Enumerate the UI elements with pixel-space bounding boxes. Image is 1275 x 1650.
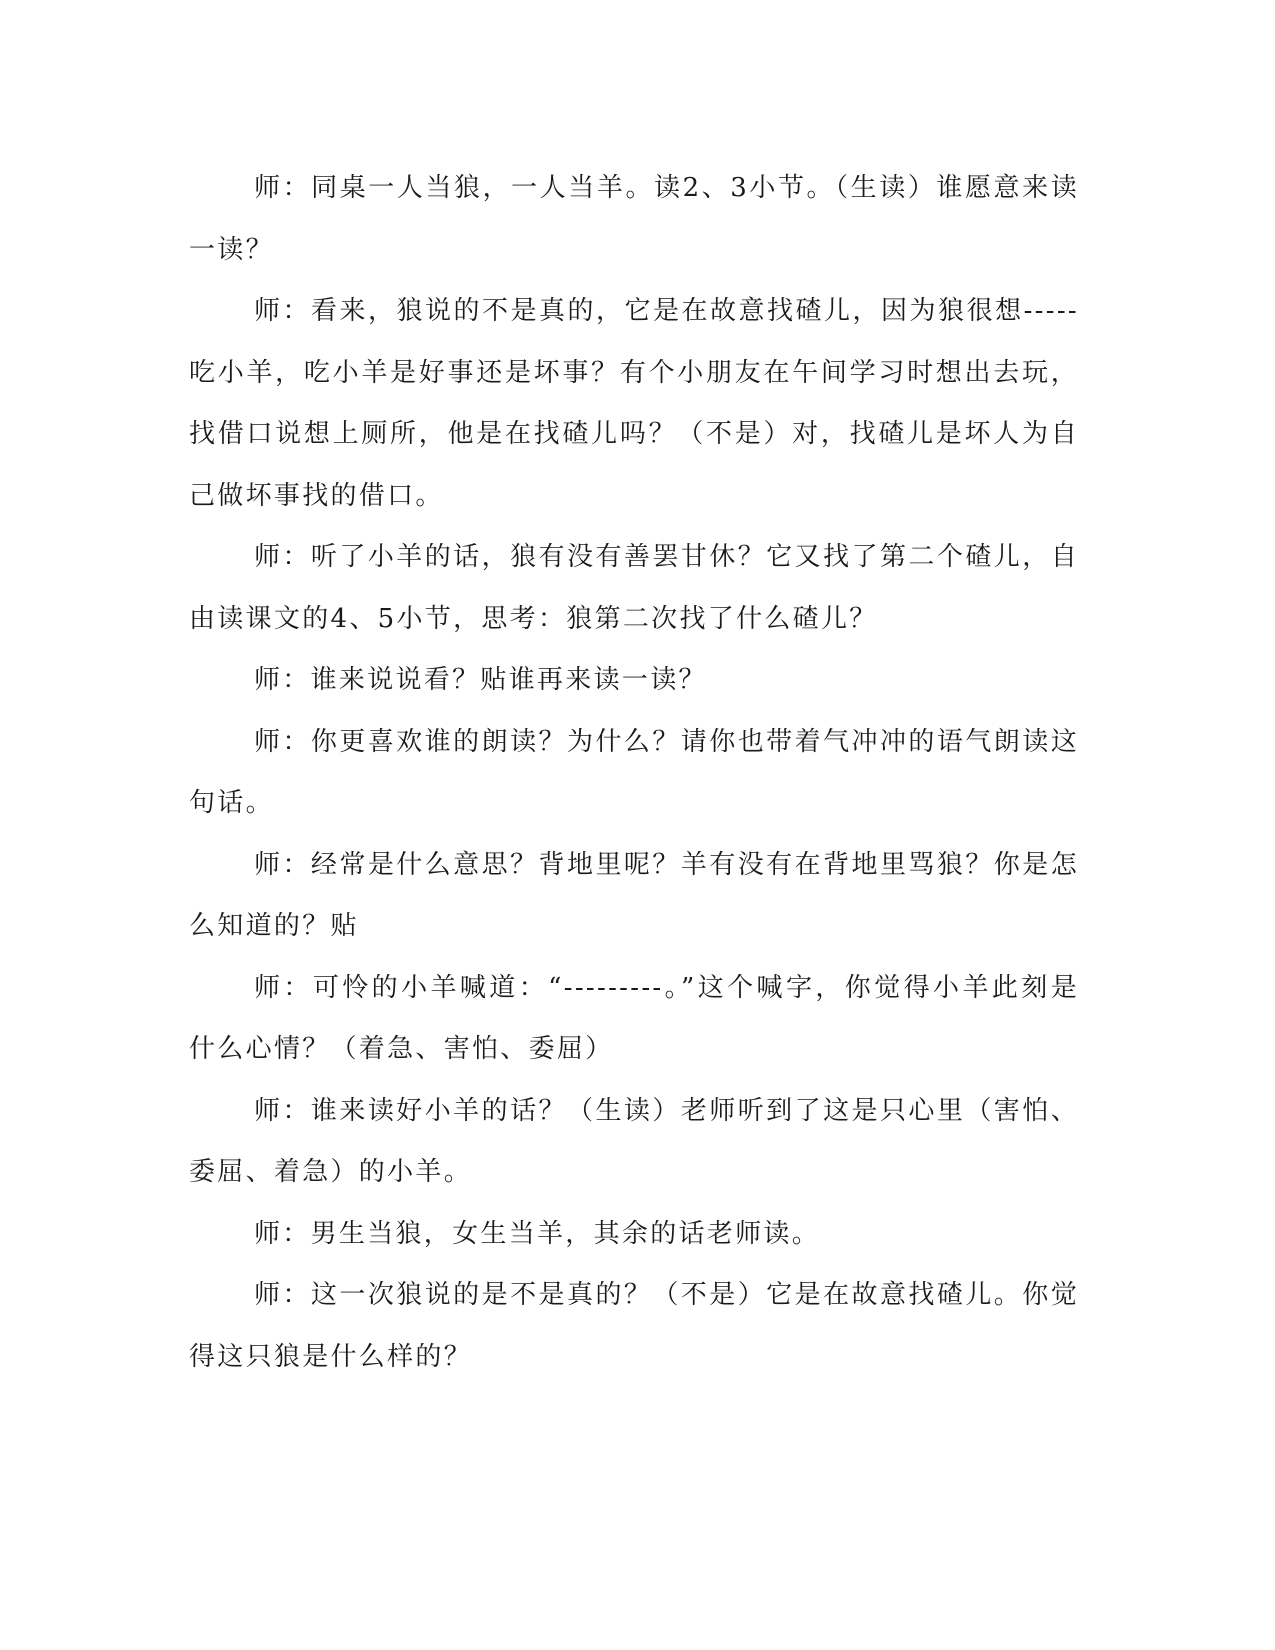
paragraph-1: 师：同桌一人当狼，一人当羊。读2、3小节。（生读）谁愿意来读一读？: [189, 173, 1079, 265]
paragraph-5: 师：你更喜欢谁的朗读？为什么？请你也带着气冲冲的语气朗读这句话。: [189, 726, 1079, 818]
paragraph-9: 师：男生当狼，女生当羊，其余的话老师读。: [254, 1218, 821, 1249]
paragraph-4: 师：谁来说说看？贴谁再来读一读？: [254, 665, 707, 695]
paragraph-10: 师：这一次狼说的是不是真的？（不是）它是在故意找碴儿。你觉得这只狼是什么样的？: [189, 1280, 1079, 1372]
paragraph-3: 师：听了小羊的话，狼有没有善罢甘休？它又找了第二个碴儿，自由读课文的4、5小节，思考：狼第二次找了什么碴儿？: [189, 542, 1079, 634]
paragraph-8: 师：谁来读好小羊的话？（生读）老师听到了这是只心里（害怕、委屈、着急）的小羊。: [189, 1095, 1079, 1187]
paragraph-2: 师：看来，狼说的不是真的，它是在故意找碴儿，因为狼很想-----吃小羊，吃小羊是好事还是坏事？有个小朋友在午间学习时想出去玩，找借口说想上厕所，他是在找碴儿吗？（不是）对，找碴儿是坏人为自己做坏事找的借口。: [189, 296, 1079, 511]
document-body: [189, 158, 1079, 1388]
paragraph-7: 师：可怜的小羊喊道：“---------。”这个喊字，你觉得小羊此刻是什么心情？（着急、害怕、委屈）: [189, 972, 1079, 1064]
paragraph-6: 师：经常是什么意思？背地里呢？羊有没有在背地里骂狼？你是怎么知道的？贴: [189, 849, 1079, 941]
